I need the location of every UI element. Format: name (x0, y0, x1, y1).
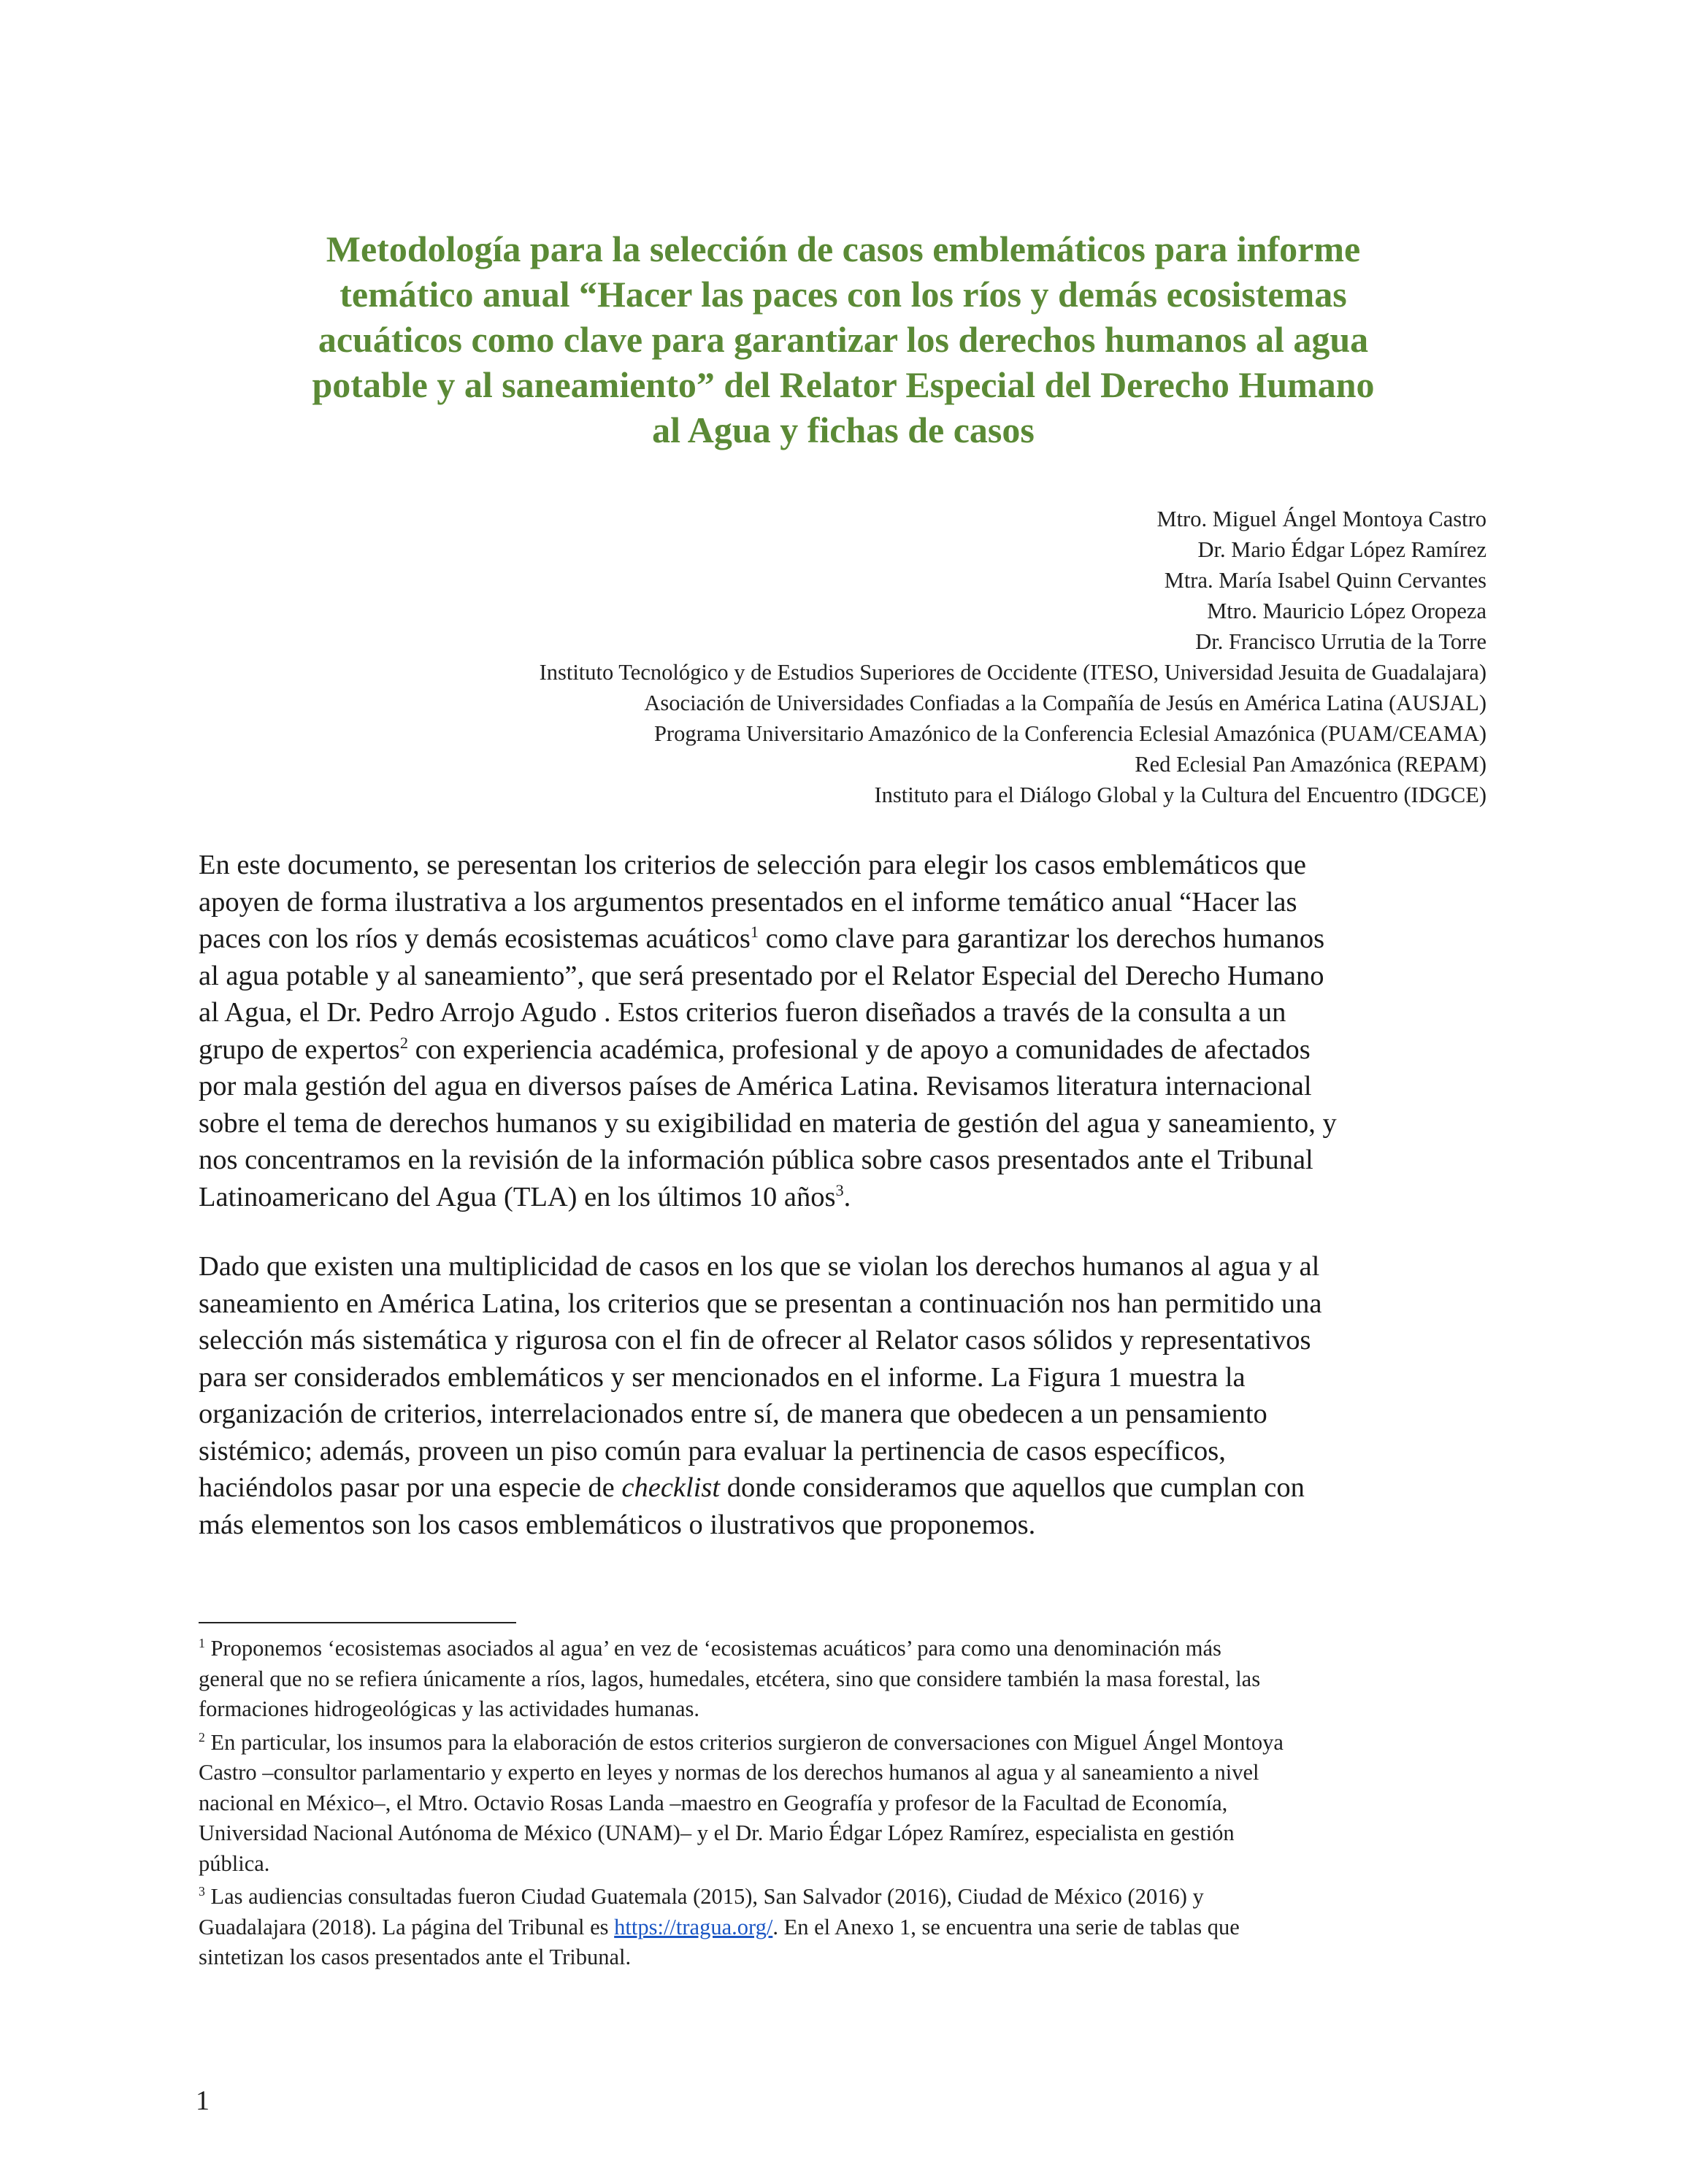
footnote-line: general que no se refiera únicamente a ríos, lagos, humedales, etcétera, sino que considere también la masa forestal, las (199, 1666, 1261, 1691)
page-number: 1 (196, 2085, 210, 2116)
footnote-line (199, 1912, 1505, 1943)
paragraph-line: sobre el tema de derechos humanos y su exigibilidad en materia de gestión del agua y saneamiento, y (199, 1107, 1337, 1139)
footnote-line: pública. (199, 1850, 270, 1876)
footnote-mark: 2 (199, 1729, 205, 1745)
footnote-line (199, 1634, 1505, 1664)
author-line: Mtro. Mauricio López Oropeza (1207, 599, 1486, 623)
footnote-2 (199, 1728, 1505, 1880)
paragraph-line (199, 1179, 1505, 1216)
footnote-ref-2[interactable]: 2 (399, 1033, 409, 1052)
text-run: con experiencia académica, profesional y de apoyo a comunidades de afectados (408, 1034, 1311, 1065)
text-run: donde consideramos que aquellos que cumplan con (720, 1472, 1305, 1503)
footnote-line (199, 1882, 1505, 1912)
author-line: Dr. Mario Édgar López Ramírez (1197, 537, 1486, 562)
body-paragraph-1 (199, 847, 1505, 1215)
paragraph-line: organización de criterios, interrelacionados entre sí, de manera que obedecen a un pensamiento (199, 1399, 1267, 1429)
paragraph-line: saneamiento en América Latina, los criterios que se presentan a continuación nos han permitido una (199, 1288, 1322, 1319)
footnote-1 (199, 1634, 1505, 1725)
author-line: Dr. Francisco Urrutia de la Torre (1195, 629, 1486, 654)
footnote-ref-1[interactable]: 1 (750, 923, 759, 942)
title-line: potable y al saneamiento” del Relator Especial del Derecho Humano (312, 364, 1375, 405)
affiliation-line: Asociación de Universidades Confiadas a la Compañía de Jesús en América Latina (AUSJAL) (644, 691, 1486, 715)
footnote-mark: 3 (199, 1883, 205, 1899)
authors-block (540, 504, 1486, 810)
footnote-mark: 1 (199, 1635, 205, 1650)
text-run: Guadalajara (2018). La página del Tribunal es (199, 1914, 615, 1939)
paragraph-line (199, 1469, 1505, 1507)
text-run: Latinoamericano del Agua (TLA) en los últimos 10 años (199, 1181, 836, 1212)
title-line: acuáticos como clave para garantizar los derechos humanos al agua (318, 319, 1369, 360)
italic-term: checklist (621, 1472, 721, 1503)
paragraph-line (199, 920, 1505, 958)
text-run: Proponemos ‘ecosistemas asociados al agua’ en vez de ‘ecosistemas acuáticos’ para como una denominación más (204, 1636, 1221, 1661)
paragraph-line: Dado que existen una multiplicidad de casos en los que se violan los derechos humanos al agua y al (199, 1251, 1320, 1282)
author-line: Mtro. Miguel Ángel Montoya Castro (1156, 507, 1486, 531)
paragraph-line: al agua potable y al saneamiento”, que será presentado por el Relator Especial del Derecho Humano (199, 960, 1324, 991)
affiliation-line: Programa Universitario Amazónico de la Conferencia Eclesial Amazónica (PUAM/CEAMA) (653, 721, 1486, 746)
footnote-line: Castro –consultor parlamentario y experto en leyes y normas de los derechos humanos al agua y al saneamiento a nivel (199, 1760, 1259, 1785)
author-line: Mtra. María Isabel Quinn Cervantes (1164, 568, 1486, 593)
paragraph-line: apoyen de forma ilustrativa a los argumentos presentados en el informe temático anual “Hacer las (199, 886, 1297, 918)
text-run: grupo de expertos (199, 1034, 400, 1065)
tribunal-link[interactable]: https://tragua.org/ (614, 1914, 773, 1939)
footnote-line: nacional en México–, el Mtro. Octavio Rosas Landa –maestro en Geografía y profesor de la Facultad de Economía, (199, 1790, 1228, 1815)
footnote-line: Universidad Nacional Autónoma de México (UNAM)– y el Dr. Mario Édgar López Ramírez, especialista en gestión (199, 1820, 1235, 1845)
footnote-ref-3[interactable]: 3 (835, 1180, 844, 1199)
paragraph-line: al Agua, el Dr. Pedro Arrojo Agudo . Estos criterios fueron diseñados a través de la consulta a un (199, 997, 1286, 1028)
footnote-line: formaciones hidrogeológicas y las actividades humanas. (199, 1696, 700, 1721)
footnote-line (199, 1728, 1505, 1758)
paragraph-line (199, 1031, 1505, 1069)
text-run: paces con los ríos y demás ecosistemas acuáticos (199, 923, 751, 954)
document-title (183, 226, 1504, 453)
text-run: En particular, los insumos para la elaboración de estos criterios surgieron de conversaciones con Miguel Ángel Montoya (204, 1729, 1284, 1755)
paragraph-line: sistémico; además, proveen un piso común para evaluar la pertinencia de casos específicos, (199, 1435, 1226, 1466)
footnote-separator (199, 1622, 516, 1623)
text-run: Las audiencias consultadas fueron Ciudad Guatemala (2015), San Salvador (2016), Ciudad de México (2016) y (204, 1884, 1204, 1909)
affiliation-line: Red Eclesial Pan Amazónica (REPAM) (1135, 752, 1486, 777)
paragraph-line: selección más sistemática y rigurosa con el fin de ofrecer al Relator casos sólidos y representativos (199, 1325, 1311, 1356)
title-line: al Agua y fichas de casos (652, 410, 1035, 450)
affiliation-line: Instituto Tecnológico y de Estudios Superiores de Occidente (ITESO, Universidad Jesuita de Guadalajara) (539, 660, 1486, 685)
footnote-line: sintetizan los casos presentados ante el Tribunal. (199, 1945, 632, 1969)
footnotes-block (199, 1634, 1505, 1976)
paragraph-line: para ser considerados emblemáticos y ser mencionados en el informe. La Figura 1 muestra la (199, 1361, 1246, 1393)
text-run: . En el Anexo 1, se encuentra una serie de tablas que (772, 1914, 1240, 1939)
footnote-3 (199, 1882, 1505, 1973)
text-run: haciéndolos pasar por una especie de (199, 1472, 622, 1503)
body-paragraph-2 (199, 1248, 1505, 1543)
text-run: como clave para garantizar los derechos humanos (759, 923, 1325, 954)
paragraph-line: más elementos son los casos emblemáticos o ilustrativos que proponemos. (199, 1509, 1036, 1540)
paragraph-line: nos concentramos en la revisión de la información pública sobre casos presentados ante el Tribunal (199, 1145, 1313, 1175)
title-line: temático anual “Hacer las paces con los ríos y demás ecosistemas (339, 274, 1347, 315)
paragraph-line: por mala gestión del agua en diversos países de América Latina. Revisamos literatura internacional (199, 1071, 1312, 1101)
title-line: Metodología para la selección de casos emblemáticos para informe (326, 228, 1361, 269)
affiliation-line: Instituto para el Diálogo Global y la Cultura del Encuentro (IDGCE) (874, 783, 1486, 807)
paragraph-line: En este documento, se peresentan los criterios de selección para elegir los casos emblemáticos que (199, 850, 1306, 880)
text-run: . (843, 1181, 851, 1212)
